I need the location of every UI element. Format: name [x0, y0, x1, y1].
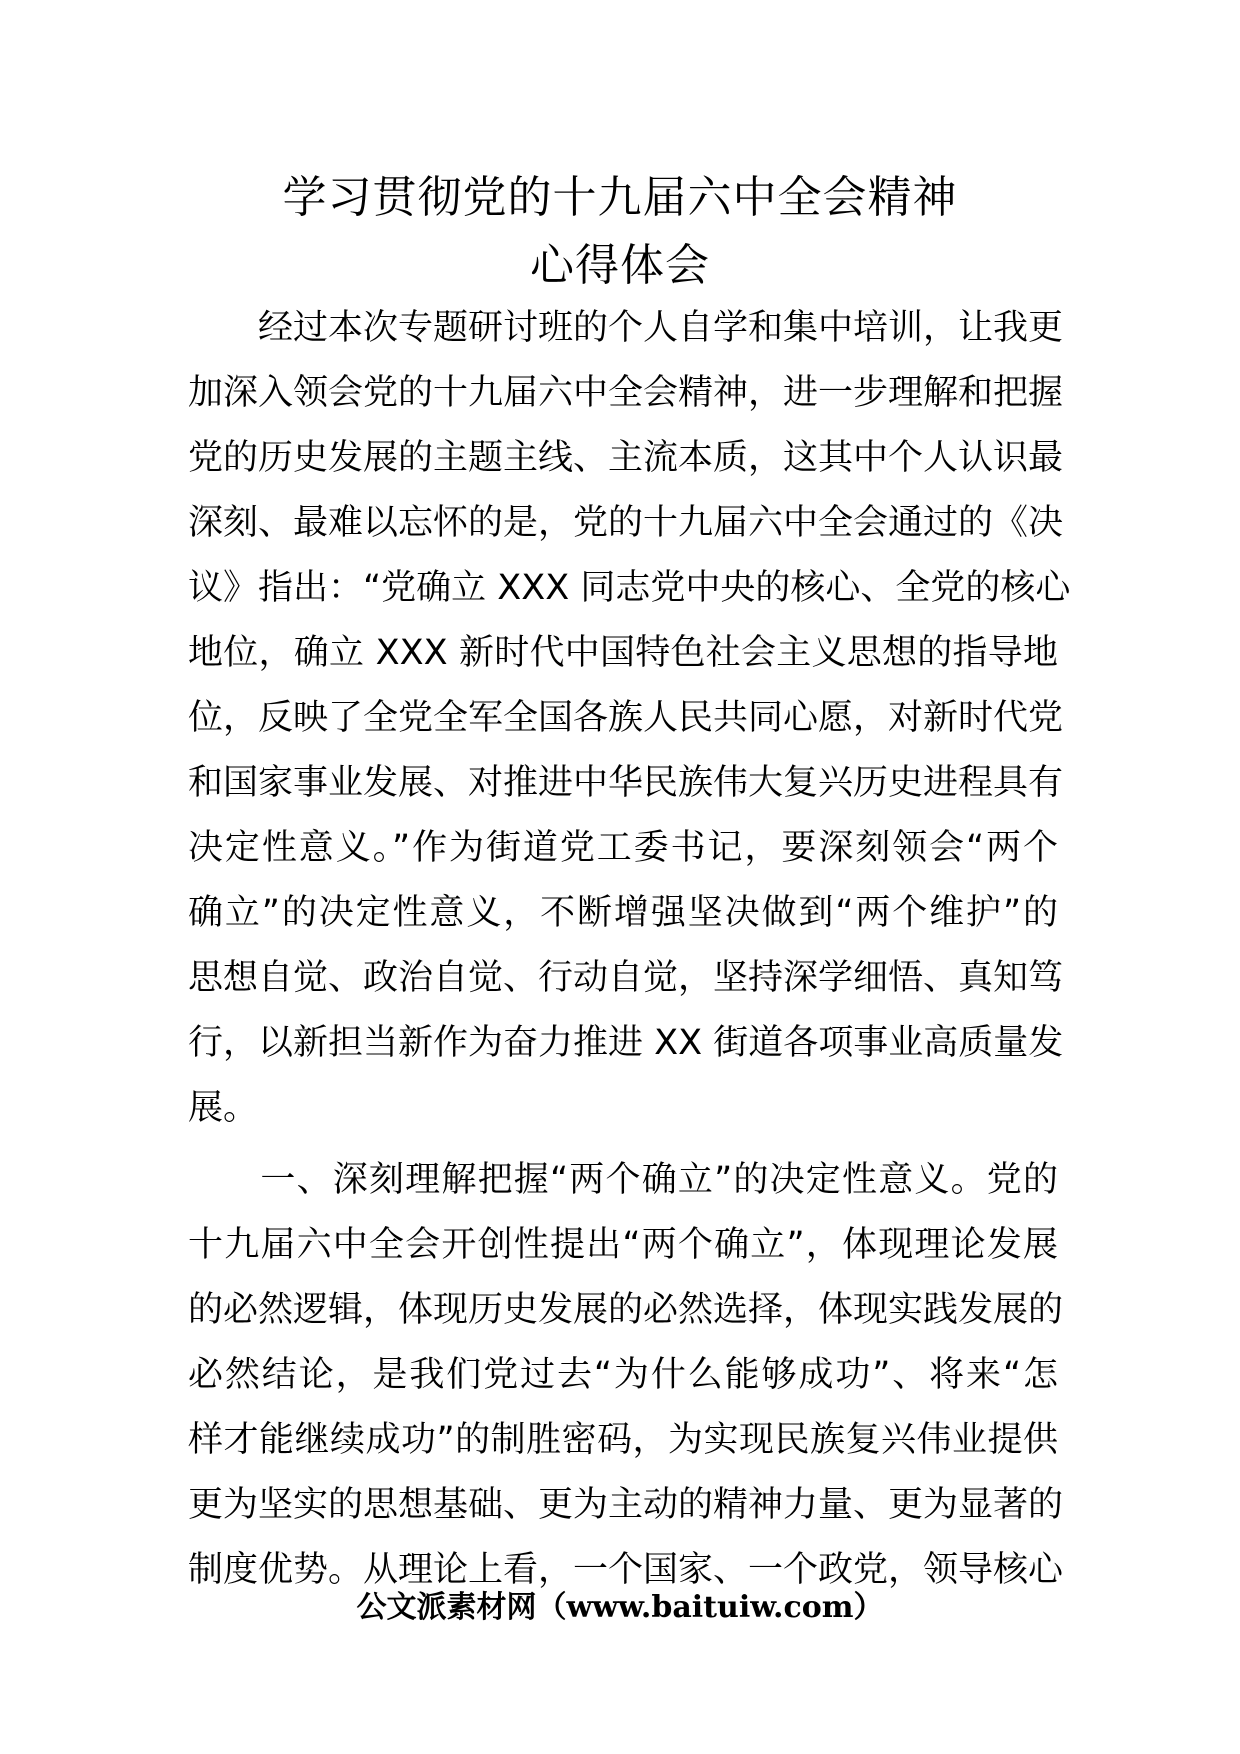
document-title-line1: 学习贯彻党的十九届六中全会精神 — [282, 172, 958, 223]
paragraph-line: 一、深刻理解把握“两个确立”的决定性意义。党的 — [188, 1160, 1058, 1200]
paragraph-intro — [188, 296, 1071, 1141]
paragraph-line: 决定性意义。”作为街道党工委书记，要深刻领会“两个 — [188, 828, 1058, 868]
footer-watermark-text: 公文派素材网（www.baituiw.com） — [356, 1590, 884, 1625]
paragraph-line: 党的历史发展的主题主线、主流本质，这其中个人认识最 — [188, 438, 1064, 478]
paragraph-line: 更为坚实的思想基础、更为主动的精神力量、更为显著的 — [188, 1485, 1064, 1525]
document-title-line2: 心得体会 — [530, 240, 710, 291]
paragraph-line: 思想自觉、政治自觉、行动自觉，坚持深学细悟、真知笃 — [188, 958, 1064, 998]
paragraph-line: 的必然逻辑，体现历史发展的必然选择，体现实践发展的 — [188, 1290, 1064, 1330]
paragraph-section-one — [188, 1148, 1064, 1603]
paragraph-line: 十九届六中全会开创性提出“两个确立”，体现理论发展 — [188, 1225, 1058, 1265]
paragraph-line: 和国家事业发展、对推进中华民族伟大复兴历史进程具有 — [188, 763, 1064, 803]
paragraph-line: 位，反映了全党全军全国各族人民共同心愿，对新时代党 — [188, 698, 1064, 738]
paragraph-line: 加深入领会党的十九届六中全会精神，进一步理解和把握 — [188, 373, 1064, 413]
paragraph-line: 展。 — [188, 1088, 259, 1128]
paragraph-line: 制度优势。从理论上看，一个国家、一个政党，领导核心 — [188, 1550, 1064, 1590]
paragraph-line: 经过本次专题研讨班的个人自学和集中培训，让我更 — [188, 308, 1064, 348]
paragraph-line: 必然结论，是我们党过去“为什么能够成功”、将来“怎 — [188, 1355, 1058, 1395]
paragraph-line: 地位，确立 XXX 新时代中国特色社会主义思想的指导地 — [188, 633, 1058, 673]
paragraph-line: 样才能继续成功”的制胜密码，为实现民族复兴伟业提供 — [188, 1420, 1058, 1460]
paragraph-line: 深刻、最难以忘怀的是，党的十九届六中全会通过的《决 — [188, 503, 1064, 543]
paragraph-line: 议》指出：“党确立 XXX 同志党中央的核心、全党的核心 — [188, 568, 1071, 608]
paragraph-line: 行，以新担当新作为奋力推进 XX 街道各项事业高质量发 — [188, 1023, 1064, 1063]
paragraph-line: 确立”的决定性意义，不断增强坚决做到“两个维护”的 — [188, 893, 1058, 933]
